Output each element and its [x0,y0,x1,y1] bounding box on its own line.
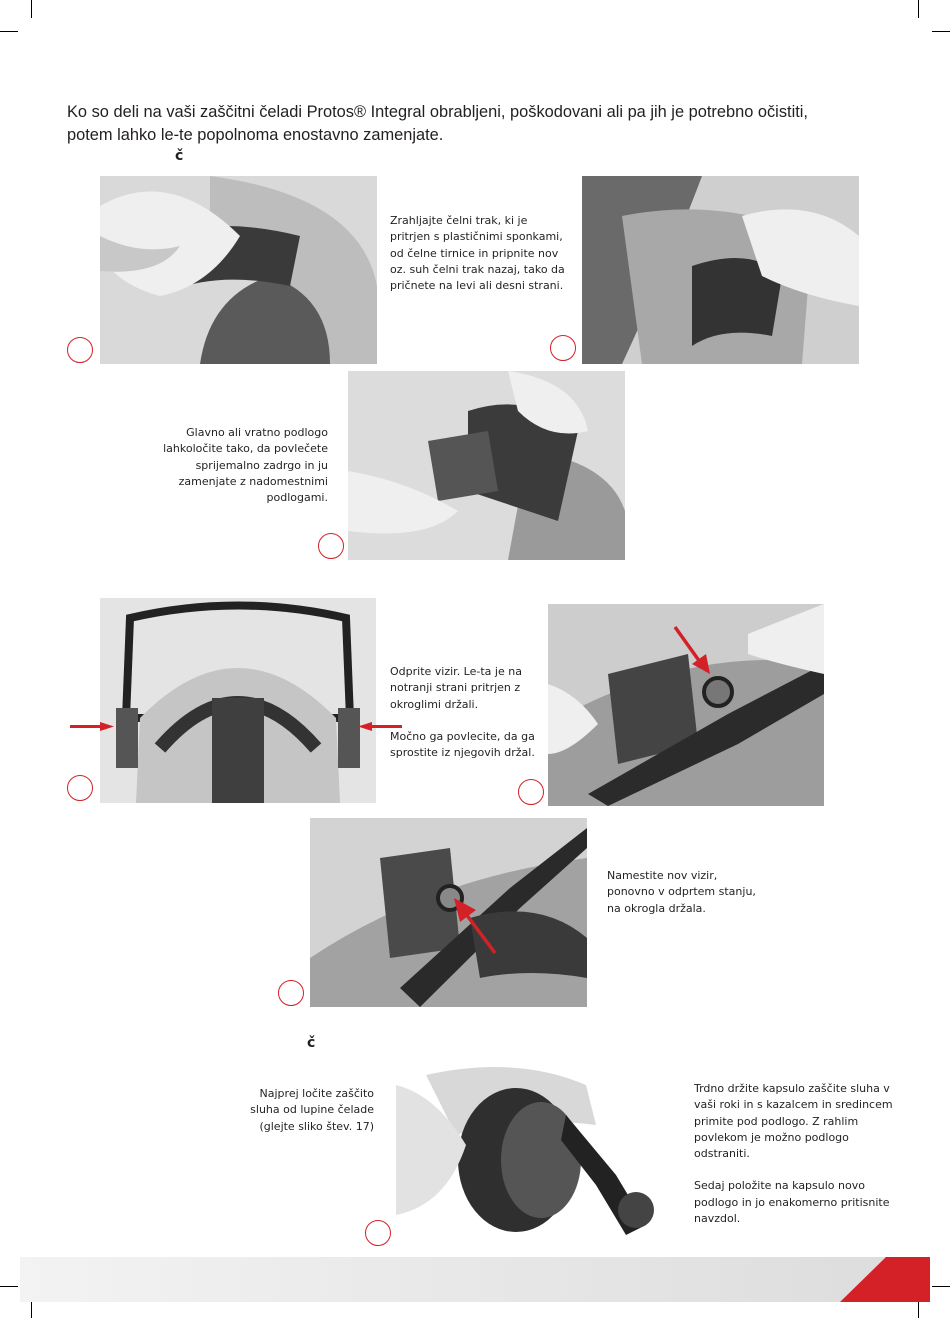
section-mark-1: č [175,148,184,164]
caption-visor-remove-2: Močno ga povlecite, da ga sprostite iz njegovih držal. [390,729,535,760]
arrow-diagonal-icon [672,624,712,674]
caption-ear-pad-1: Trdno držite kapsulo zaščite sluha v vaši roki in s kazalcem in sredincem primite pod podlogo. Z rahlim povlekom je možno podlogo odstraniti. [694,1082,893,1161]
crop-mark [932,31,950,32]
crop-mark [918,1300,919,1318]
photo-neck-pad [348,371,625,560]
caption-ear-detach: Najprej ločite zaščito sluha od lupine čelade (glejte sliko štev. 17) [250,1087,374,1133]
caption-neck-pad: Glavno ali vratno podlogo lahkoločite tako, da povlečete sprijemalno zadrgo in ju zamenjate z nadomestnimi podlogami. [163,426,328,505]
step-number-circle [365,1220,391,1246]
step-number-circle [67,775,93,801]
crop-mark [0,31,18,32]
step-number-circle [318,533,344,559]
photo-visor-attach [310,818,587,1007]
caption-visor-remove [390,664,540,761]
footer-band [20,1257,930,1302]
photo-ear-pad [396,1055,673,1243]
photo-forehead-band-attach [582,176,859,364]
intro-text [67,101,907,147]
intro-line-2: potem lahko le-te popolnoma enostavno zamenjate. [67,126,444,144]
arrow-left-icon [70,716,114,725]
step-number-circle [550,335,576,361]
section-mark-2: č [307,1035,316,1051]
caption-visor-attach: Namestite nov vizir, ponovno v odprtem stanju, na okrogla držala. [607,869,756,915]
crop-mark [31,0,32,18]
caption-forehead-band: Zrahljajte čelni trak, ki je pritrjen s plastičnimi sponkami, od čelne tirnice in pripnite nov oz. suh čelni trak nazaj, tako da pričnete na levi ali desni strani. [390,214,565,293]
caption-ear-pad [694,1081,904,1227]
step-number-circle [518,779,544,805]
step-number-circle [67,337,93,363]
crop-mark [918,0,919,18]
crop-mark [932,1286,950,1287]
photo-forehead-band [100,176,377,364]
crop-mark [31,1300,32,1318]
arrow-diagonal-icon [452,896,498,956]
caption-ear-pad-2: Sedaj položite na kapsulo novo podlogo in jo enakomerno pritisnite navzdol. [694,1179,890,1226]
intro-line-1: Ko so deli na vaši zaščitni čeladi Protos® Integral obrabljeni, poškodovani ali pa jih je potrebno očistiti, [67,103,808,121]
caption-visor-remove-1: Odprite vizir. Le-ta je na notranji strani pritrjen z okroglimi držali. [390,665,522,711]
crop-mark [0,1286,18,1287]
photo-visor-front [100,598,376,803]
step-number-circle [278,980,304,1006]
